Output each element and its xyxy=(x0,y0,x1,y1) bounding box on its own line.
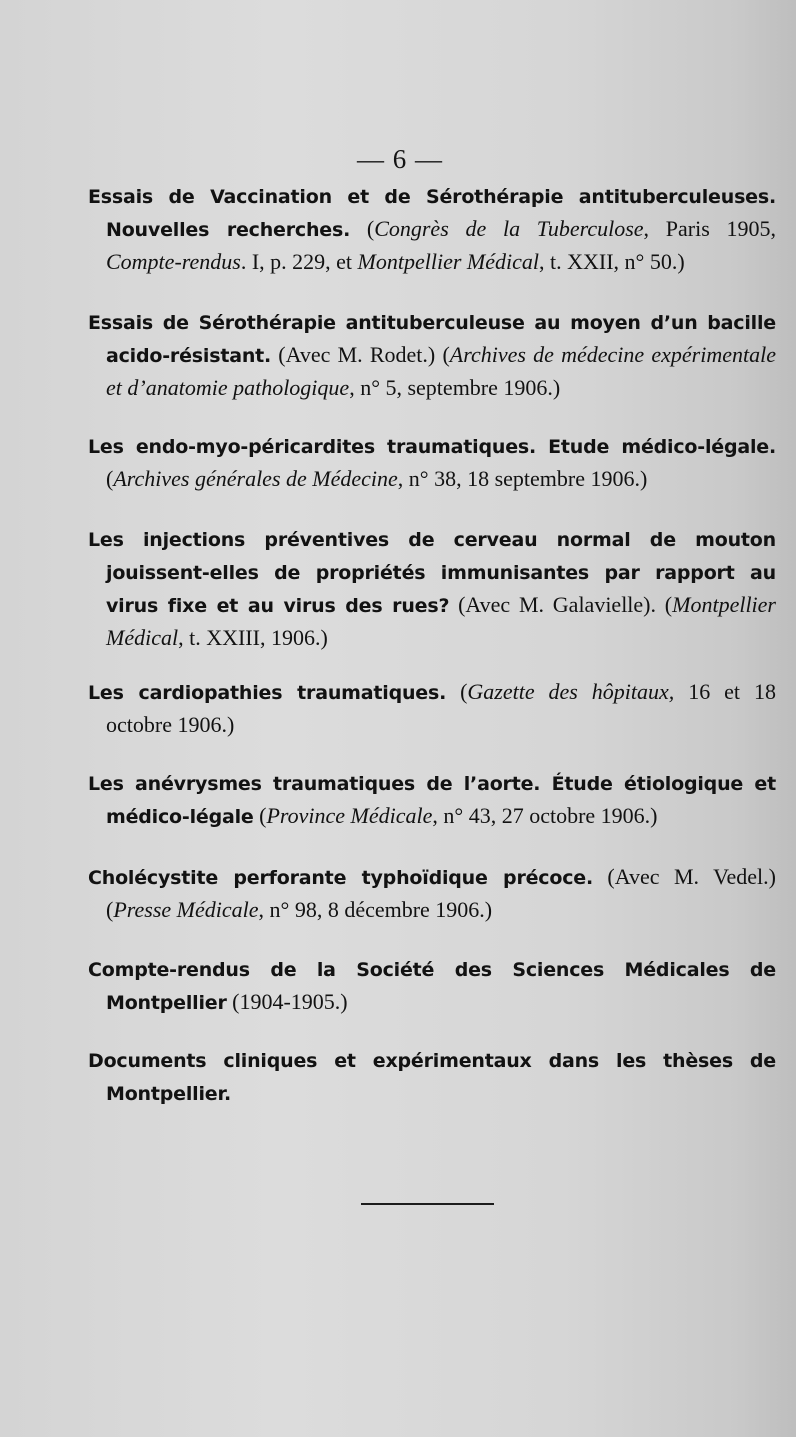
entry-text: , n° 98, 8 décembre 1906.) xyxy=(258,897,493,922)
entry-source: Gazette des hôpitaux, xyxy=(467,679,675,704)
bibliography-entry xyxy=(88,430,776,495)
entry-source: Compte-rendus xyxy=(106,249,241,274)
bibliography-entry xyxy=(88,1044,776,1110)
end-rule xyxy=(361,1203,494,1205)
entry-source: Presse Médicale xyxy=(113,897,259,922)
entry-text: ( xyxy=(253,803,267,828)
entry-text: , n° 5, septembre 1906.) xyxy=(349,375,561,400)
entry-source: Montpellier Médical xyxy=(106,592,776,650)
entry-text: (Avec M. Rodet.) ( xyxy=(271,342,450,367)
entry-text: , n° 38, 18 septembre 1906.) xyxy=(397,466,648,491)
entry-title: Essais de Sérothérapie antituberculeuse au moyen d’un bacille acido-résistant. xyxy=(88,312,776,367)
entry-title: Documents cliniques et expérimentaux dans les thèses de Montpellier. xyxy=(88,1050,776,1105)
entry-title: Essais de Vaccination et de Sérothérapie antituberculeuses. Nouvelles recherches. xyxy=(88,186,776,241)
bibliography-entry xyxy=(88,306,776,404)
entry-text: ( xyxy=(106,466,114,491)
bibliography-entry xyxy=(88,523,776,654)
entry-text: (1904-1905.) xyxy=(226,989,348,1014)
entry-source: Congrès de la Tuberculose xyxy=(374,216,644,241)
entry-text: 16 et 18 octobre 1906.) xyxy=(106,679,776,737)
entry-title: Les injections préventives de cerveau normal de mouton jouissent-elles de propriétés immunisantes par rapport au virus fixe et au virus des rues? xyxy=(88,529,776,617)
entry-title: Les anévrysmes traumatiques de l’aorte. Étude étiologique et médico-légale xyxy=(88,773,776,828)
bibliography-entry xyxy=(88,767,776,833)
entry-text: (Avec M. Galavielle). ( xyxy=(449,592,673,617)
entry-text: , n° 43, 27 octobre 1906.) xyxy=(432,803,658,828)
entry-text: ( xyxy=(446,679,468,704)
bibliography-entry xyxy=(88,861,776,926)
entry-text: , t. XXIII, 1906.) xyxy=(178,625,328,650)
bibliography-entry xyxy=(88,953,776,1019)
bibliography-entry xyxy=(88,180,776,278)
entry-source: Province Médicale xyxy=(266,803,433,828)
entry-text: . I, p. 229, et xyxy=(240,249,358,274)
entry-source: Montpellier Médical xyxy=(357,249,539,274)
entry-text: , Paris 1905, xyxy=(643,216,776,241)
entry-text: , t. XXII, n° 50.) xyxy=(539,249,685,274)
entry-title: Cholécystite perforante typhoïdique précoce. xyxy=(88,867,593,889)
entry-title: Les cardiopathies traumatiques. xyxy=(88,682,447,704)
page-number: — 6 — xyxy=(357,144,443,174)
entry-title: Les endo-myo-péricardites traumatiques. Etude médico-légale. xyxy=(88,436,776,458)
entry-text: ( xyxy=(350,216,375,241)
entry-title: Compte-rendus de la Société des Sciences Médicales de Montpellier xyxy=(88,959,776,1014)
bibliography-entry xyxy=(88,676,776,741)
entry-source: Archives générales de Médecine xyxy=(113,466,398,491)
entry-source: Archives de médecine expérimentale et d’anatomie pathologique xyxy=(106,342,776,400)
page-edge xyxy=(796,0,800,1437)
entry-text: (Avec M. Vedel.) ( xyxy=(106,864,776,922)
